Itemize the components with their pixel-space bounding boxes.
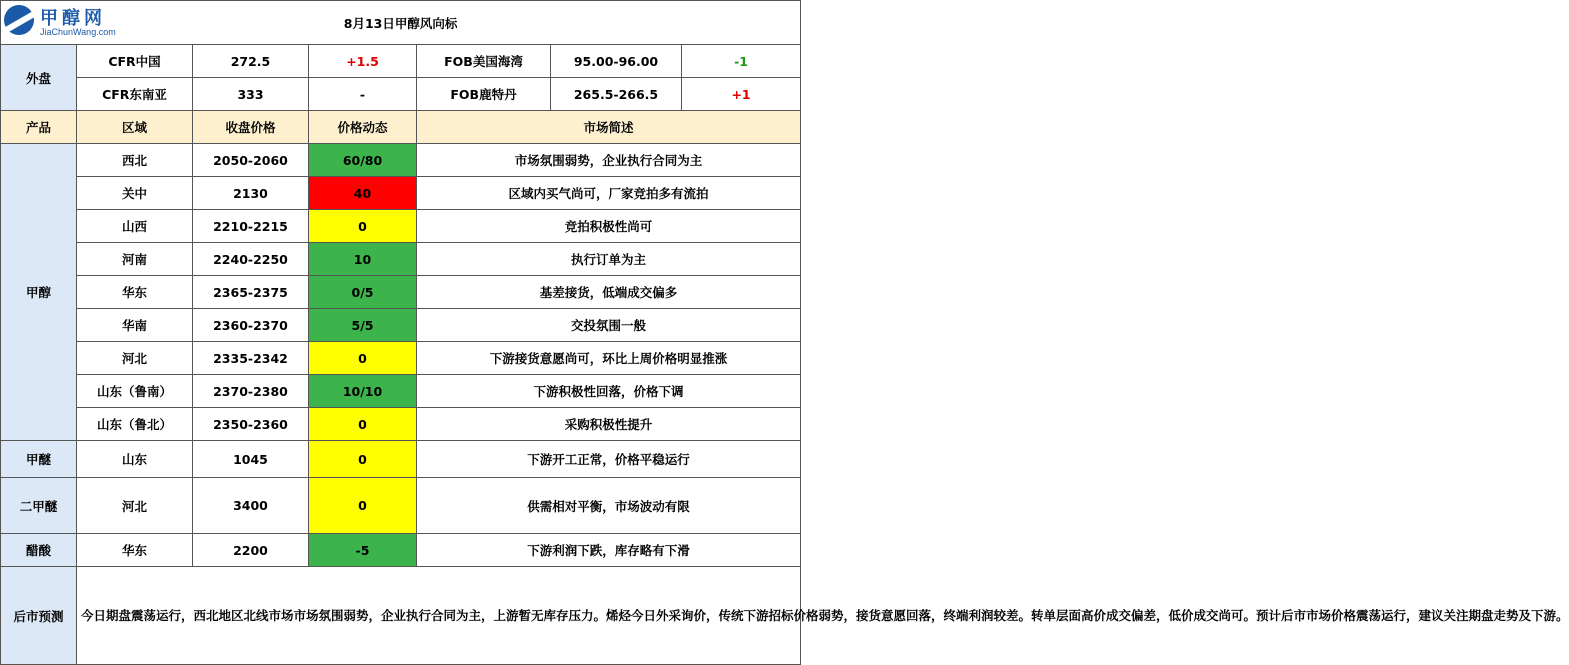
external-label: 外盘 [1,45,77,111]
logo-name: 甲醇网 [40,8,106,29]
trend-cell: 10/10 [309,375,417,408]
header-trend: 价格动态 [309,111,417,144]
trend-cell: 0 [309,408,417,441]
forecast-text: 今日期盘震荡运行，西北地区北线市场市场氛围弱势，企业执行合同为主，上游暂无库存压力。烯烃今日外采询价，传统下游招标价格弱势，接货意愿回落，终端利润较差。转单层面高价成交偏差，低价成交尚可。预计后市市场价格震荡运行，建议关注期盘走势及下游。 [77,567,801,665]
region-cell: 山东（鲁北） [77,408,193,441]
table-row [1,177,801,210]
desc-cell: 下游开工正常，价格平稳运行 [417,441,801,478]
desc-cell: 竞拍积极性尚可 [417,210,801,243]
product-label: 二甲醚 [1,478,77,534]
external-change: -1 [682,45,801,78]
region-cell: 山西 [77,210,193,243]
desc-cell: 采购积极性提升 [417,408,801,441]
price-cell: 2200 [193,534,309,567]
region-cell: 河南 [77,243,193,276]
region-cell: 西北 [77,144,193,177]
header-product: 产品 [1,111,77,144]
trend-cell: 0 [309,441,417,478]
region-cell: 河北 [77,478,193,534]
price-cell: 2365-2375 [193,276,309,309]
product-label: 甲醚 [1,441,77,478]
header-region: 区域 [77,111,193,144]
trend-cell: 5/5 [309,309,417,342]
desc-cell: 供需相对平衡，市场波动有限 [417,478,801,534]
price-cell: 2210-2215 [193,210,309,243]
price-cell: 2240-2250 [193,243,309,276]
external-price: 333 [193,78,309,111]
external-change: +1 [682,78,801,111]
title-row [1,1,801,45]
table-row [1,144,801,177]
price-cell: 2050-2060 [193,144,309,177]
trend-cell: 0 [309,210,417,243]
forecast-row [1,567,801,665]
region-cell: 山东（鲁南） [77,375,193,408]
page-title: 8月13日甲醇风向标 [1,1,801,45]
external-name: FOB鹿特丹 [417,78,551,111]
trend-cell: 10 [309,243,417,276]
product-label: 甲醇 [1,144,77,441]
desc-cell: 交投氛围一般 [417,309,801,342]
region-cell: 华东 [77,276,193,309]
external-price: 95.00-96.00 [551,45,682,78]
desc-cell: 基差接货，低端成交偏多 [417,276,801,309]
table-row [1,276,801,309]
table-row [1,309,801,342]
forecast-label: 后市预测 [1,567,77,665]
header-row [1,111,801,144]
price-cell: 1045 [193,441,309,478]
groups-body [1,144,801,567]
region-cell: 河北 [77,342,193,375]
trend-cell: -5 [309,534,417,567]
table-row [1,478,801,534]
price-cell: 3400 [193,478,309,534]
header-desc: 市场简述 [417,111,801,144]
price-cell: 2370-2380 [193,375,309,408]
external-name: CFR东南亚 [77,78,193,111]
desc-cell: 下游积极性回落，价格下调 [417,375,801,408]
external-change: - [309,78,417,111]
table-row [1,210,801,243]
table-row [1,441,801,478]
product-label: 醋酸 [1,534,77,567]
trend-cell: 0/5 [309,276,417,309]
desc-cell: 执行订单为主 [417,243,801,276]
external-row-1 [1,45,801,78]
table-row [1,375,801,408]
trend-cell: 60/80 [309,144,417,177]
external-price: 265.5-266.5 [551,78,682,111]
trend-cell: 0 [309,478,417,534]
desc-cell: 下游利润下跌，库存略有下滑 [417,534,801,567]
table-row [1,342,801,375]
desc-cell: 下游接货意愿尚可，环比上周价格明显推涨 [417,342,801,375]
external-price: 272.5 [193,45,309,78]
region-cell: 华南 [77,309,193,342]
table-row [1,534,801,567]
desc-cell: 区域内买气尚可，厂家竞拍多有流拍 [417,177,801,210]
external-row-2 [1,78,801,111]
logo-sub: JiaChunWang.com [40,27,116,37]
region-cell: 关中 [77,177,193,210]
price-cell: 2350-2360 [193,408,309,441]
price-cell: 2360-2370 [193,309,309,342]
site-logo[interactable] [2,2,116,42]
table-row [1,243,801,276]
external-name: FOB美国海湾 [417,45,551,78]
trend-cell: 40 [309,177,417,210]
price-cell: 2130 [193,177,309,210]
external-name: CFR中国 [77,45,193,78]
external-change: +1.5 [309,45,417,78]
table-row [1,408,801,441]
trend-cell: 0 [309,342,417,375]
desc-cell: 市场氛围弱势，企业执行合同为主 [417,144,801,177]
price-cell: 2335-2342 [193,342,309,375]
region-cell: 华东 [77,534,193,567]
header-close: 收盘价格 [193,111,309,144]
globe-swoosh-logo-icon [4,5,34,35]
region-cell: 山东 [77,441,193,478]
